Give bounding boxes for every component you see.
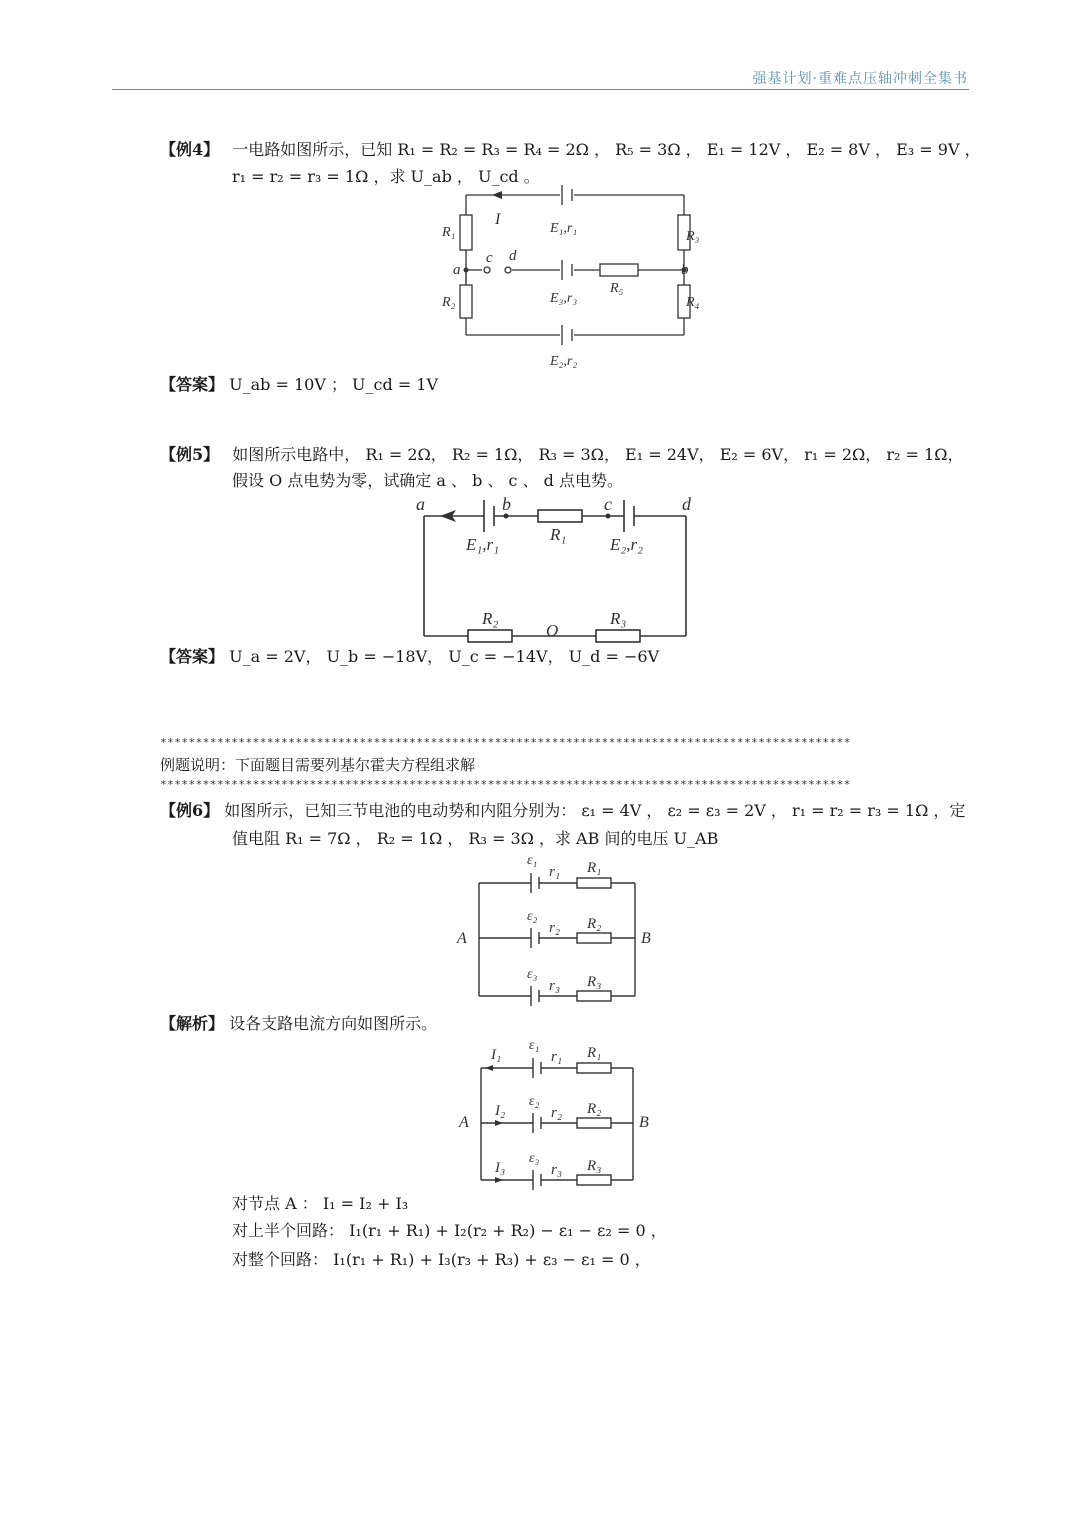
ex5-label-E1: E₁,r₁ bbox=[466, 535, 500, 554]
ex4-label-R1: R₁ bbox=[442, 225, 456, 240]
ex6-c2-label-e2: ε₂ bbox=[529, 1094, 540, 1109]
header-rule bbox=[112, 89, 969, 90]
ex6-c2-label-B: B bbox=[639, 1114, 649, 1131]
ex4-tag: 【例4】 bbox=[160, 140, 220, 159]
ex6-line2: 值电阻 R₁ = 7Ω ， R₂ = 1Ω ， R₃ = 3Ω ，求 AB 间的电压 U_AB bbox=[232, 829, 719, 848]
ex4-label-b: b bbox=[681, 262, 689, 278]
ex5-label-d: d bbox=[682, 494, 691, 514]
ex6-c1-label-r3: r₃ bbox=[549, 978, 561, 994]
ex5-label-R1: R₁ bbox=[550, 525, 567, 544]
ex5-answer-text: U_a = 2V， U_b = −18V， U_c = −14V， U_d = −6V bbox=[229, 647, 660, 666]
ex6-c2-label-r3: r₃ bbox=[551, 1162, 563, 1178]
ex6-eq2: 对上半个回路： I₁(r₁ + R₁) + I₂(r₂ + R₂) − ε₁ − ε₂ = 0 ， bbox=[232, 1221, 667, 1240]
ex5-label-b: b bbox=[502, 494, 511, 514]
ex6-c2-label-e3: ε₃ bbox=[529, 1151, 540, 1166]
header-title: 强基计划·重难点压轴冲刺全集书 bbox=[752, 71, 968, 87]
ex6-c2-label-e1: ε₁ bbox=[529, 1038, 540, 1053]
ex5-tag: 【例5】 bbox=[160, 445, 220, 464]
ex6-eq1: 对节点 A ： I₁ = I₂ + I₃ bbox=[232, 1194, 409, 1213]
ex4-label-R3: R₃ bbox=[686, 229, 700, 244]
ex4-label-R4: R₄ bbox=[686, 295, 700, 310]
ex5-answer-tag: 【答案】 bbox=[160, 647, 225, 666]
ex4-label-a: a bbox=[453, 262, 461, 278]
ex6-eq3: 对整个回路： I₁(r₁ + R₁) + I₃(r₃ + R₃) + ε₃ − ε₁ = 0 ， bbox=[232, 1250, 651, 1269]
ex4-label-R2: R₂ bbox=[442, 295, 456, 310]
ex5-answer bbox=[160, 646, 659, 668]
ex6-c2-label-r2: r₂ bbox=[551, 1105, 563, 1121]
ex6-c2-label-R2: R₂ bbox=[587, 1101, 602, 1117]
ex6-c1-label-r2: r₂ bbox=[549, 920, 561, 936]
ex4-label-E3: E₃,r₃ bbox=[550, 291, 578, 306]
ex6-c1-label-A: A bbox=[457, 930, 467, 947]
ex5-label-R2: R₂ bbox=[482, 609, 499, 628]
ex4-label-E2: E₂,r₂ bbox=[550, 354, 578, 369]
ex6-c1-label-R3: R₃ bbox=[587, 974, 602, 990]
ex4-answer bbox=[160, 374, 438, 396]
ex6-analysis bbox=[160, 1013, 437, 1035]
ex5-problem bbox=[160, 444, 963, 466]
ex6-circuit-1 bbox=[455, 848, 675, 1008]
ex6-c2-label-R3: R₃ bbox=[587, 1158, 602, 1174]
ex5-label-E2: E₂,r₂ bbox=[610, 535, 644, 554]
ex6-problem bbox=[160, 800, 965, 822]
ex6-c1-label-r1: r₁ bbox=[549, 864, 561, 880]
ex6-c2-label-A: A bbox=[459, 1114, 469, 1131]
ex4-line1: 一电路如图所示，已知 R₁ = R₂ = R₃ = R₄ = 2Ω ， R₅ = 3Ω ， E₁ = 12V ， E₂ = 8V ， E₃ = 9V ， bbox=[232, 140, 981, 159]
ex6-c2-label-I2: I₂ bbox=[495, 1103, 506, 1119]
ex5-label-R3: R₃ bbox=[610, 609, 627, 628]
ex5-label-a: a bbox=[416, 494, 425, 514]
ex6-tag: 【例6】 bbox=[160, 801, 220, 820]
divider-stars-bottom: ************************************************************************************************* bbox=[160, 778, 851, 791]
ex6-c2-label-R1: R₁ bbox=[587, 1045, 602, 1061]
ex6-c1-label-B: B bbox=[641, 930, 651, 947]
ex4-answer-tag: 【答案】 bbox=[160, 375, 225, 394]
ex4-label-I: I bbox=[495, 211, 501, 228]
ex6-c2-label-I1: I₁ bbox=[491, 1047, 502, 1063]
ex4-label-d: d bbox=[509, 248, 517, 264]
divider-note: 例题说明：下面题目需要列基尔霍夫方程组求解 bbox=[160, 756, 476, 774]
ex4-label-E1: E₁,r₁ bbox=[550, 221, 578, 236]
ex6-c1-label-R2: R₂ bbox=[587, 916, 602, 932]
ex5-circuit bbox=[410, 490, 700, 640]
ex4-line2: r₁ = r₂ = r₃ = 1Ω ，求 U_ab ， U_cd 。 bbox=[232, 167, 540, 186]
ex4-circuit bbox=[440, 190, 710, 370]
ex4-label-R5: R₅ bbox=[610, 281, 624, 296]
ex6-analysis-text: 设各支路电流方向如图所示。 bbox=[229, 1014, 438, 1033]
ex5-label-O: O bbox=[546, 621, 559, 640]
ex6-analysis-tag: 【解析】 bbox=[160, 1014, 225, 1033]
ex4-label-c: c bbox=[486, 250, 493, 266]
ex6-c1-label-e3: ε₃ bbox=[527, 967, 538, 982]
ex6-circuit-2 bbox=[455, 1035, 675, 1195]
ex6-c1-label-e1: ε₁ bbox=[527, 853, 538, 868]
ex6-c1-label-e2: ε₂ bbox=[527, 909, 538, 924]
ex5-line1: 如图所示电路中， R₁ = 2Ω， R₂ = 1Ω， R₃ = 3Ω， E₁ = 24V， E₂ = 6V， r₁ = 2Ω， r₂ = 1Ω， bbox=[232, 445, 964, 464]
ex4-answer-text: U_ab = 10V ； U_cd = 1V bbox=[229, 375, 439, 394]
ex5-label-c: c bbox=[604, 494, 612, 514]
divider-stars-top: ************************************************************************************************* bbox=[160, 736, 851, 749]
ex5-line2: 假设 O 点电势为零，试确定 a 、 b 、 c 、 d 点电势。 bbox=[232, 471, 623, 490]
ex6-c2-label-I3: I₃ bbox=[495, 1160, 506, 1176]
ex6-c2-label-r1: r₁ bbox=[551, 1049, 563, 1065]
ex6-line1: 如图所示，已知三节电池的电动势和内阻分别为： ε₁ = 4V ， ε₂ = ε₃ = 2V ， r₁ = r₂ = r₃ = 1Ω ，定 bbox=[224, 801, 966, 820]
ex6-c1-label-R1: R₁ bbox=[587, 860, 602, 876]
ex4-problem bbox=[160, 139, 981, 161]
